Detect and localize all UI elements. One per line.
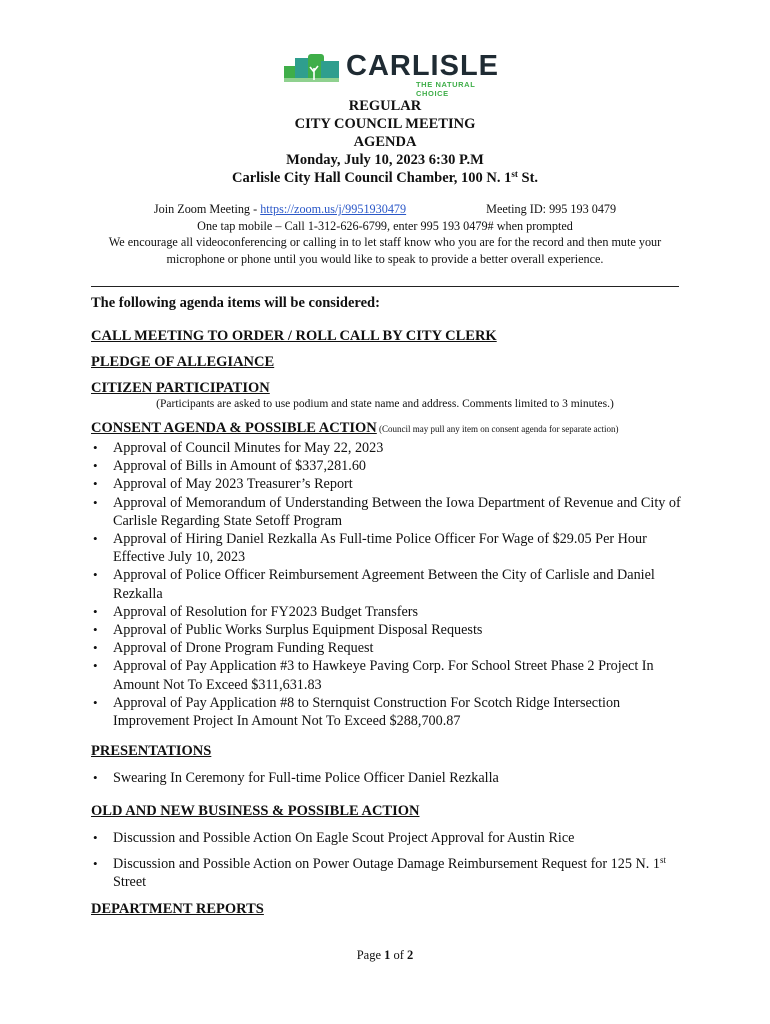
logo-tagline: THE NATURAL CHOICE xyxy=(416,80,476,98)
section-call-to-order: CALL MEETING TO ORDER / ROLL CALL BY CITY CLERK xyxy=(91,328,497,344)
section-old-new-business: OLD AND NEW BUSINESS & POSSIBLE ACTION xyxy=(91,803,420,819)
section-presentations: PRESENTATIONS xyxy=(91,743,212,759)
list-item: • Approval of Pay Application #3 to Hawkeye Paving Corp. For School Street Phase 2 Project In Amount Not To Exceed $311,631.83 xyxy=(91,657,681,693)
agenda-intro: The following agenda items will be considered: xyxy=(91,295,380,311)
list-item: • Approval of May 2023 Treasurer’s Report xyxy=(91,475,681,493)
city-skyline-icon xyxy=(284,52,344,84)
zoom-info xyxy=(0,201,770,267)
page-footer: Page 1 of 2 xyxy=(356,948,414,962)
carlisle-logo xyxy=(284,50,499,98)
list-item: • Approval of Resolution for FY2023 Budget Transfers xyxy=(91,603,681,621)
section-citizen-participation: CITIZEN PARTICIPATION xyxy=(91,380,270,396)
title-meeting: CITY COUNCIL MEETING xyxy=(294,116,476,132)
list-item: • Approval of Memorandum of Understanding Between the Iowa Department of Revenue and City of Carlisle Regarding State Setoff Program xyxy=(91,494,681,530)
list-item: • Approval of Bills in Amount of $337,281.60 xyxy=(91,457,681,475)
meeting-id: Meeting ID: 995 193 0479 xyxy=(486,202,617,216)
list-item: • Approval of Hiring Daniel Rezkalla As Full-time Police Officer For Wage of $29.05 Per Hour Effective July 10, 2023 xyxy=(91,530,681,566)
citizen-note: (Participants are asked to use podium and state name and address. Comments limited to 3 minutes.) xyxy=(156,398,614,410)
meeting-title-block xyxy=(0,97,770,187)
presentations-list xyxy=(91,769,681,787)
zoom-link[interactable]: https://zoom.us/j/9951930479 xyxy=(260,202,407,216)
section-pledge: PLEDGE OF ALLEGIANCE xyxy=(91,354,275,370)
consent-note: (Council may pull any item on consent agenda for separate action) xyxy=(376,424,619,434)
list-item: • Approval of Drone Program Funding Request xyxy=(91,639,681,657)
meeting-date: Monday, July 10, 2023 6:30 P.M xyxy=(286,152,484,168)
one-tap-mobile: One tap mobile – Call 1-312-626-6799, enter 995 193 0479# when prompted xyxy=(197,218,573,233)
title-agenda: AGENDA xyxy=(353,134,417,150)
list-item: • Approval of Council Minutes for May 22, 2023 xyxy=(91,439,681,457)
zoom-join-line: Join Zoom Meeting - https://zoom.us/j/9951930479 Meeting ID: 995 193 0479 xyxy=(153,202,617,216)
section-consent-agenda: CONSENT AGENDA & POSSIBLE ACTION (Council may pull any item on consent agenda for separate action) xyxy=(91,420,619,436)
section-department-reports: DEPARTMENT REPORTS xyxy=(91,901,264,917)
list-item: • Discussion and Possible Action on Power Outage Damage Reimbursement Request for 125 N. 1st Street xyxy=(91,855,681,891)
list-item: • Swearing In Ceremony for Full-time Police Officer Daniel Rezkalla xyxy=(91,769,681,787)
list-item: • Approval of Pay Application #8 to Sternquist Construction For Scotch Ridge Intersection Improvement Project In Amount Not To Exceed $288,700.87 xyxy=(91,694,681,730)
list-item: • Approval of Public Works Surplus Equipment Disposal Requests xyxy=(91,621,681,639)
title-regular: REGULAR xyxy=(348,98,422,114)
list-item: • Approval of Police Officer Reimbursement Agreement Between the City of Carlisle and Daniel Rezkalla xyxy=(91,566,681,602)
logo-name: CARLISLE xyxy=(346,50,499,82)
meeting-location: Carlisle City Hall Council Chamber, 100 N. 1st St. xyxy=(231,169,539,186)
encourage-line-2: microphone or phone until you would like to speak to provide a better overall experience. xyxy=(166,251,604,266)
list-item: • Discussion and Possible Action On Eagle Scout Project Approval for Austin Rice xyxy=(91,829,681,847)
consent-agenda-list xyxy=(91,439,681,730)
encourage-line-1: We encourage all videoconferencing or calling in to let staff know who you are for the record and then mute your xyxy=(108,235,662,249)
divider xyxy=(91,286,679,287)
business-list xyxy=(91,829,681,900)
